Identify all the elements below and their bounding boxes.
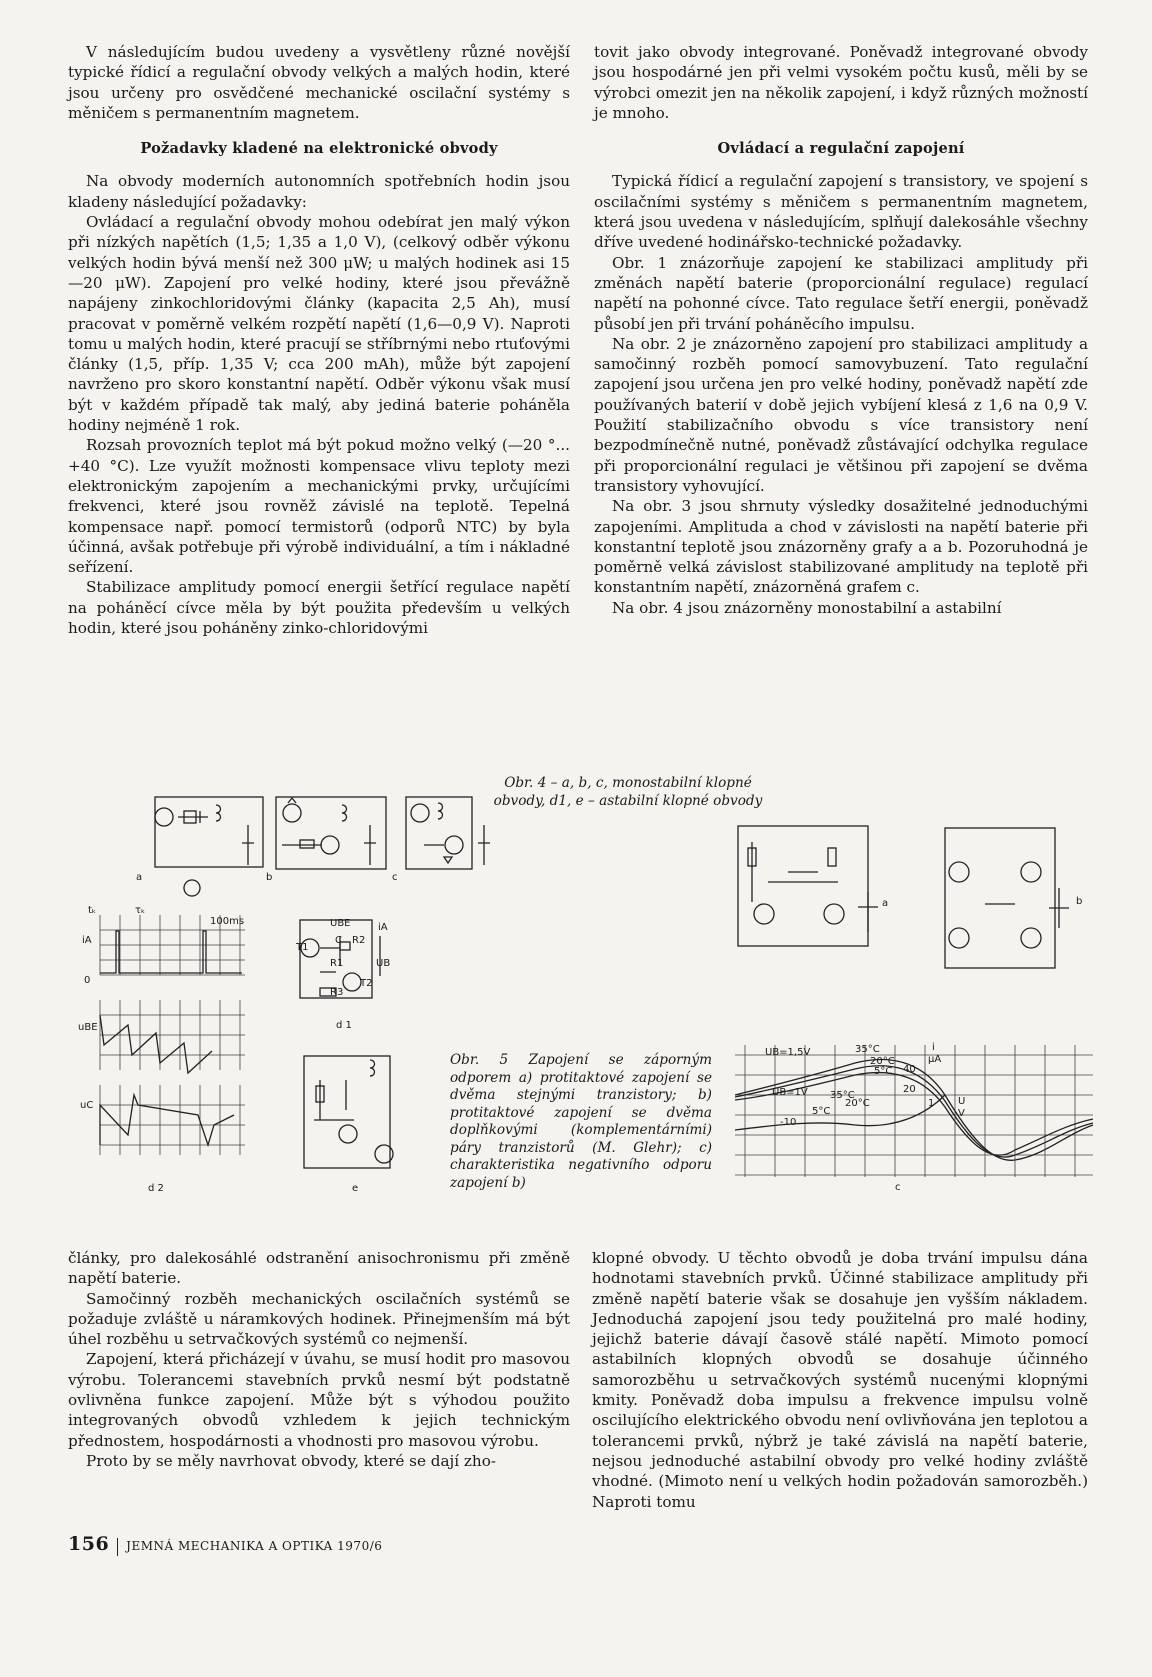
circuit-e bbox=[300, 1050, 410, 1180]
right-column-bottom bbox=[592, 1248, 1088, 1512]
paragraph: Obr. 1 znázorňuje zapojení ke stabilizaci amplitudy při změnách napětí baterie (proporcionální regulace) regulací napětí na pohonné cívce. Tato regulace šetří energii, poněvadž působí jen při trvání poháněcího impulsu. bbox=[594, 253, 1088, 333]
label-UB-d1: UB bbox=[376, 958, 391, 969]
fig-label-right-c: c bbox=[895, 1182, 901, 1193]
label-R2: R2 bbox=[352, 935, 366, 946]
journal-name: JEMNÁ MECHANIKA A OPTIKA 1970/6 bbox=[126, 1539, 383, 1553]
label-35c-b: 35°C bbox=[830, 1090, 855, 1101]
label-iA: iA bbox=[82, 935, 92, 946]
paragraph: Zapojení, která přicházejí v úvahu, se musí hodit pro masovou výrobu. Tolerancemi stavebních prvků nesmí být podstatně ovlivněna funkce zapojení. Může být s výhodou použito integrovaných obvodů vzhledem k jejich technickým přednostem, hospodárnosti a vhodnosti pro masovou výrobu. bbox=[68, 1350, 570, 1450]
left-column-top bbox=[68, 42, 570, 638]
fig-label-right-b: b bbox=[1076, 896, 1083, 907]
label-uC: uC bbox=[80, 1100, 94, 1111]
fig-label-right-a: a bbox=[882, 898, 889, 909]
label-40: 40 bbox=[903, 1064, 916, 1075]
right-column-top bbox=[594, 42, 1088, 618]
timing-diagram-d2 bbox=[90, 915, 250, 1155]
paragraph: Typická řídicí a regulační zapojení s transistory, ve spojení s oscilačními systémy s měničem s permanentním magnetem, která jsou uvedena v následujícím, splňují dalekosáhle všechny dříve uvedené hodinářsko-technické požadavky. bbox=[594, 172, 1088, 252]
label-100ms: 100ms bbox=[210, 916, 245, 927]
paragraph: Stabilizace amplitudy pomocí energii šetřící regulace napětí na poháněcí cívce měla by být použita především u velkých hodin, které jsou poháněny zinko-chloridovými bbox=[68, 578, 570, 638]
label-tau: τₖ bbox=[135, 905, 146, 916]
paragraph: Na obr. 2 je znázorněno zapojení pro stabilizaci amplitudy a samočinný rozběh pomocí samovybuzení. Tato regulační zapojení jsou určena jen pro velké hodiny, poněvadž napětí zde používaných baterií v době jejich vybíjení klesá z 1,6 na 0,9 V. Použití stabilizačního obvodu s více transistory není bezpodmínečně nutné, poněvadž zůstávající odchylka regulace při proporcionální regulaci je většinou při zapojení se dvěma transistory vyhovující. bbox=[594, 334, 1088, 495]
paragraph: Na obr. 3 jsou shrnuty výsledky dosažitelné jednoduchými zapojeními. Amplituda a chod v závislosti na napětí baterie při konstantní teplotě jsou znázorněny grafy a a b. Pozoruhodná je poměrně velká závislost stabilizované amplitudy na teplotě při konstantním napětí, znázorněná grafem c. bbox=[594, 497, 1088, 597]
label-UB15: UB=1,5V bbox=[765, 1047, 811, 1058]
fig5-caption: Obr. 5 Zapojení se záporným odporem a) protitaktové zapojení se dvěma stejnými tranzistory; b) protitaktové zapojení se dvěma doplňkovými (komplementárními) páry tranzistorů (M. Glehr); c) charakteristika negativního odporu zapojení b) bbox=[450, 1052, 712, 1191]
paragraph: Rozsah provozních teplot má být pokud možno velký (—20 °... +40 °C). Lze využít možnosti kompensace vlivu teploty mezi elektronickým zapojením a mechanickými prvky, určujícími frekvenci, které jsou rovněž závislé na teplotě. Tepelná kompensace např. pomocí termistorů (odporů NTC) by byla účinná, avšak potřebuje při výrobě individuální, a tím i nákladné seřízení. bbox=[68, 436, 570, 577]
label-T1: T1 bbox=[296, 942, 309, 953]
section-heading-control: Ovládací a regulační zapojení bbox=[717, 140, 965, 158]
paragraph: Na obvody moderních autonomních spotřebních hodin jsou kladeny následující požadavky: bbox=[68, 172, 570, 211]
label-minus10: -10 bbox=[780, 1117, 797, 1128]
label-muA: μA bbox=[928, 1054, 942, 1065]
circuit-right-b bbox=[935, 828, 1075, 978]
label-zero: 0 bbox=[84, 975, 91, 986]
fig-label-b: b bbox=[266, 872, 273, 883]
section-heading-requirements: Požadavky kladené na elektronické obvody bbox=[140, 140, 498, 158]
paragraph: Na obr. 4 jsou znázorněny monostabilní a astabilní bbox=[612, 598, 1002, 617]
label-20c: 20°C bbox=[870, 1056, 895, 1067]
fig-label-d1: d 1 bbox=[336, 1020, 352, 1031]
label-T2: T2 bbox=[360, 978, 373, 989]
label-R3: R3 bbox=[330, 987, 344, 998]
label-5c: 5°C bbox=[874, 1066, 893, 1077]
page-number: 156 bbox=[68, 1533, 110, 1555]
circuit-right-a bbox=[728, 812, 878, 962]
continued-paragraph: tovit jako obvody integrované. Poněvadž integrované obvody jsou hospodárné jen při velmi vysokém počtu kusů, měli by se výrobci omezit jen na několik zapojení, i když různých možností je mnoho. bbox=[594, 43, 1088, 122]
left-column-bottom bbox=[68, 1248, 570, 1471]
fig-label-d2: d 2 bbox=[148, 1183, 164, 1194]
fig-label-a: a bbox=[136, 872, 143, 883]
continued-paragraph: články, pro dalekosáhlé odstranění anisochronismu při změně napětí baterie. bbox=[68, 1249, 570, 1288]
label-Cc: C bbox=[335, 935, 342, 946]
label-uBE: uBE bbox=[78, 1022, 98, 1033]
label-UBE: UBE bbox=[330, 918, 351, 929]
label-U: U bbox=[958, 1096, 966, 1107]
label-5c-b: 5°C bbox=[812, 1106, 831, 1117]
circuit-a bbox=[150, 795, 273, 890]
footer-divider bbox=[117, 1538, 118, 1556]
circuit-b bbox=[272, 795, 392, 885]
continued-paragraph: klopné obvody. U těchto obvodů je doba trvání impulsu dána hodnotami stavebních prvků. Účinné stabilizace amplitudy při změně napětí baterie však se dosahuje jen vyšším nákladem. Jednoduchá zapojení jsou tedy použitelná pro malé hodiny, jejichž baterie dávají časově stálé napětí. Mimoto pomocí astabilních klopných obvodů se dosahuje účinného samorozběhu u setrvačkových systémů nucenými klopnými kmity. Poněvadž doba impulsu a frekvence impulsu volně oscilujícího elektrického obvodu není ovlivňována jen teplotou a tolerancemi prvků, nýbrž je také závislá na napětí baterie, nejsou jednoduché astabilní obvody pro velké hodiny zvláště vhodné. (Mimoto není u velkých hodin požadován samorozběh.) Naproti tomu bbox=[592, 1249, 1088, 1511]
paragraph: Ovládací a regulační obvody mohou odebírat jen malý výkon při nízkých napětích (1,5; 1,35 a 1,0 V), (celkový odběr výkonu velkých hodin bývá menší než 300 μW; u malých hodinek asi 15—20 μW). Zapojení pro velké hodiny, které jsou převážně napájeny zinkochloridovými články (kapacita 2,5 Ah), musí pracovat v poměrně velkém rozpětí napětí (1,6—0,9 V). Naproti tomu u malých hodin, které pracují se stříbrnými nebo rtuťovými články (1,5, příp. 1,35 V; cca 200 mAh), může být zapojení navrženo pro skoro konstantní napětí. Odběr výkonu však musí být v každém případě tak malý, aby jediná baterie poháněla hodiny nejméně 1 rok. bbox=[68, 213, 570, 435]
label-V: V bbox=[958, 1108, 965, 1119]
label-UB1: UB=1V bbox=[772, 1087, 808, 1098]
page-footer bbox=[68, 1533, 382, 1556]
label-1: 1 bbox=[928, 1098, 935, 1109]
label-i: i bbox=[932, 1042, 935, 1053]
label-tk: tₖ bbox=[88, 905, 97, 916]
label-20: 20 bbox=[903, 1084, 916, 1095]
label-iA-d1: iA bbox=[378, 922, 388, 933]
intro-paragraph: V následujícím budou uvedeny a vysvětleny různé novější typické řídicí a regulační obvody velkých a malých hodin, které jsou určeny pro osvědčené mechanické oscilační systémy s měničem s permanentním magnetem. bbox=[68, 43, 570, 122]
paragraph: Samočinný rozběh mechanických oscilačních systémů se požaduje zvláště u náramkových hodinek. Přinejmenším má být úhel rozběhu u setrvačkových systémů co nejmenší. bbox=[68, 1289, 570, 1349]
fig-label-e: e bbox=[352, 1183, 359, 1194]
paragraph: Proto by se měly navrhovat obvody, které se dají zho- bbox=[86, 1451, 496, 1470]
label-R1: R1 bbox=[330, 958, 344, 969]
circuit-c bbox=[404, 795, 494, 885]
label-20c-b: 20°C bbox=[845, 1098, 870, 1109]
label-35c: 35°C bbox=[855, 1044, 880, 1055]
fig-label-c: c bbox=[392, 872, 398, 883]
fig4-caption: Obr. 4 – a, b, c, monostabilní klopné obvody, d1, e – astabilní klopné obvody bbox=[493, 775, 763, 809]
